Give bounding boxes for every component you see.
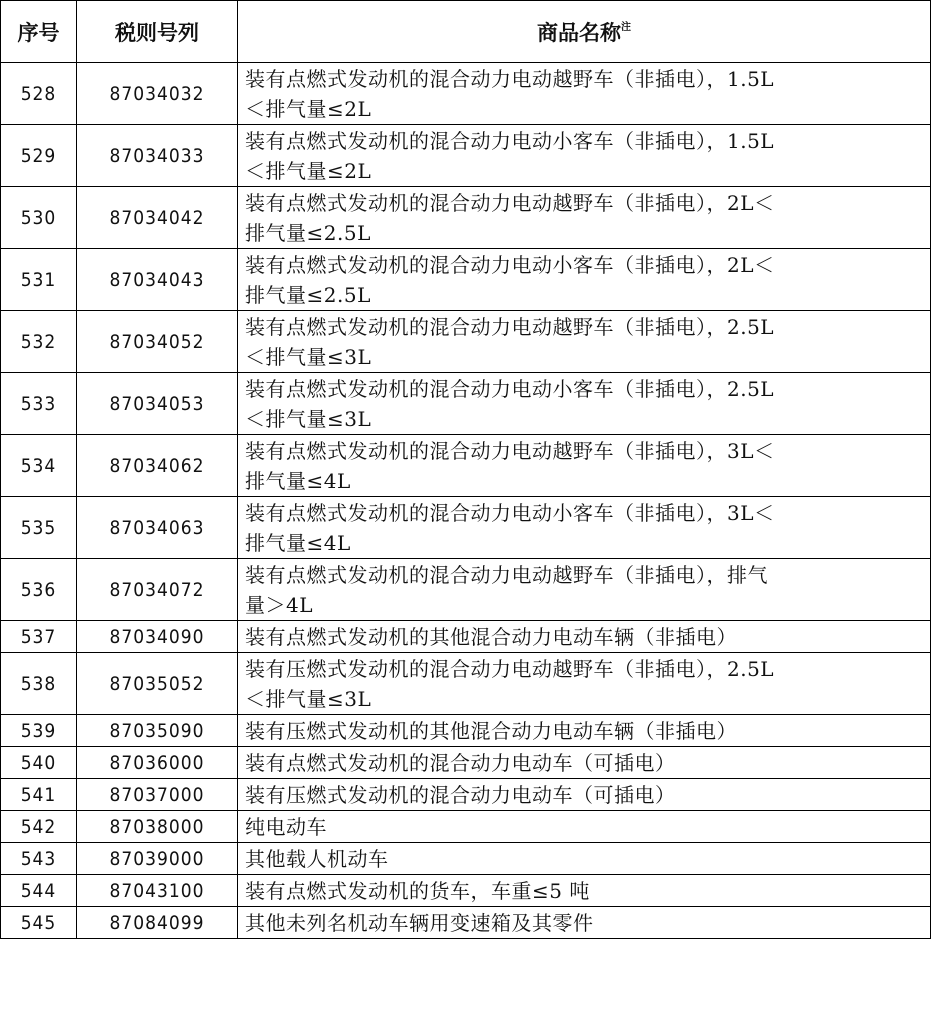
product-name-line: 装有点燃式发动机的混合动力电动越野车（非插电），2L＜ — [245, 190, 775, 215]
row-index: 529 — [1, 125, 77, 187]
row-product-name — [238, 875, 931, 907]
header-index: 序号 — [1, 1, 77, 63]
row-product-name — [238, 811, 931, 843]
row-tariff-code: 87043100 — [77, 875, 238, 907]
row-product-name — [238, 843, 931, 875]
row-product-name — [238, 311, 931, 373]
row-index: 533 — [1, 373, 77, 435]
row-index: 543 — [1, 843, 77, 875]
product-name-line: 装有点燃式发动机的混合动力电动小客车（非插电），2L＜ — [245, 252, 775, 277]
table-row — [1, 621, 931, 653]
header-name-note: 注 — [621, 21, 631, 33]
product-name-line: 装有点燃式发动机的混合动力电动小客车（非插电），2.5L — [245, 376, 775, 401]
row-index: 538 — [1, 653, 77, 715]
header-name-label: 商品名称 — [537, 20, 621, 45]
product-name-line: ＜排气量≤2L — [245, 96, 372, 121]
table-row — [1, 125, 931, 187]
row-product-name — [238, 497, 931, 559]
table-row — [1, 187, 931, 249]
row-index: 544 — [1, 875, 77, 907]
row-index: 534 — [1, 435, 77, 497]
row-index: 536 — [1, 559, 77, 621]
header-row — [1, 1, 931, 63]
row-index: 537 — [1, 621, 77, 653]
product-name-line: 装有点燃式发动机的货车，车重≤5 吨 — [245, 878, 590, 903]
row-tariff-code: 87038000 — [77, 811, 238, 843]
row-product-name — [238, 715, 931, 747]
header-code: 税则号列 — [77, 1, 238, 63]
table-row — [1, 63, 931, 125]
row-index: 535 — [1, 497, 77, 559]
product-name-line: ＜排气量≤2L — [245, 158, 372, 183]
row-product-name — [238, 779, 931, 811]
table-row — [1, 373, 931, 435]
row-tariff-code: 87034043 — [77, 249, 238, 311]
row-tariff-code: 87034052 — [77, 311, 238, 373]
row-tariff-code: 87034053 — [77, 373, 238, 435]
row-tariff-code: 87084099 — [77, 907, 238, 939]
table-row — [1, 747, 931, 779]
product-name-line: 排气量≤4L — [245, 468, 351, 493]
row-index: 528 — [1, 63, 77, 125]
product-name-line: ＜排气量≤3L — [245, 406, 372, 431]
row-index: 545 — [1, 907, 77, 939]
row-tariff-code: 87034042 — [77, 187, 238, 249]
row-tariff-code: 87034033 — [77, 125, 238, 187]
row-product-name — [238, 373, 931, 435]
row-tariff-code: 87039000 — [77, 843, 238, 875]
product-name-line: 其他未列名机动车辆用变速箱及其零件 — [245, 910, 594, 935]
row-tariff-code: 87034032 — [77, 63, 238, 125]
table-row — [1, 435, 931, 497]
row-index: 530 — [1, 187, 77, 249]
table-row — [1, 907, 931, 939]
row-product-name — [238, 559, 931, 621]
row-product-name — [238, 249, 931, 311]
row-product-name — [238, 653, 931, 715]
product-name-line: 装有点燃式发动机的混合动力电动越野车（非插电），3L＜ — [245, 438, 775, 463]
row-tariff-code: 87034072 — [77, 559, 238, 621]
row-index: 532 — [1, 311, 77, 373]
row-tariff-code: 87035052 — [77, 653, 238, 715]
product-name-line: 量＞4L — [245, 592, 314, 617]
product-name-line: 装有点燃式发动机的混合动力电动越野车（非插电），排气 — [245, 562, 768, 587]
table-row — [1, 715, 931, 747]
product-name-line: 装有压燃式发动机的其他混合动力电动车辆（非插电） — [245, 718, 737, 743]
product-name-line: 装有点燃式发动机的混合动力电动小客车（非插电），1.5L — [245, 128, 775, 153]
product-name-line: 装有点燃式发动机的混合动力电动小客车（非插电），3L＜ — [245, 500, 775, 525]
product-name-line: 排气量≤2.5L — [245, 220, 371, 245]
row-tariff-code: 87034062 — [77, 435, 238, 497]
product-name-line: 装有点燃式发动机的混合动力电动越野车（非插电），1.5L — [245, 66, 775, 91]
row-product-name — [238, 63, 931, 125]
header-name — [238, 1, 931, 63]
product-name-line: 其他载人机动车 — [245, 846, 389, 871]
table-row — [1, 497, 931, 559]
table-row — [1, 811, 931, 843]
row-index: 542 — [1, 811, 77, 843]
product-name-line: 纯电动车 — [245, 814, 327, 839]
table-row — [1, 875, 931, 907]
row-index: 541 — [1, 779, 77, 811]
row-product-name — [238, 125, 931, 187]
row-index: 540 — [1, 747, 77, 779]
table-row — [1, 843, 931, 875]
product-name-line: ＜排气量≤3L — [245, 344, 372, 369]
product-name-line: 装有压燃式发动机的混合动力电动车（可插电） — [245, 782, 676, 807]
row-tariff-code: 87037000 — [77, 779, 238, 811]
table-row — [1, 249, 931, 311]
product-name-line: 装有点燃式发动机的其他混合动力电动车辆（非插电） — [245, 624, 737, 649]
row-product-name — [238, 907, 931, 939]
row-product-name — [238, 621, 931, 653]
table-row — [1, 779, 931, 811]
row-tariff-code: 87034090 — [77, 621, 238, 653]
row-index: 539 — [1, 715, 77, 747]
row-tariff-code: 87035090 — [77, 715, 238, 747]
row-product-name — [238, 187, 931, 249]
product-name-line: 装有点燃式发动机的混合动力电动车（可插电） — [245, 750, 676, 775]
product-name-line: 装有点燃式发动机的混合动力电动越野车（非插电），2.5L — [245, 314, 775, 339]
product-name-line: 排气量≤4L — [245, 530, 351, 555]
product-name-line: ＜排气量≤3L — [245, 686, 372, 711]
row-tariff-code: 87036000 — [77, 747, 238, 779]
product-name-line: 装有压燃式发动机的混合动力电动越野车（非插电），2.5L — [245, 656, 775, 681]
row-product-name — [238, 747, 931, 779]
table-row — [1, 311, 931, 373]
row-tariff-code: 87034063 — [77, 497, 238, 559]
product-name-line: 排气量≤2.5L — [245, 282, 371, 307]
row-index: 531 — [1, 249, 77, 311]
row-product-name — [238, 435, 931, 497]
table-row — [1, 559, 931, 621]
table-row — [1, 653, 931, 715]
